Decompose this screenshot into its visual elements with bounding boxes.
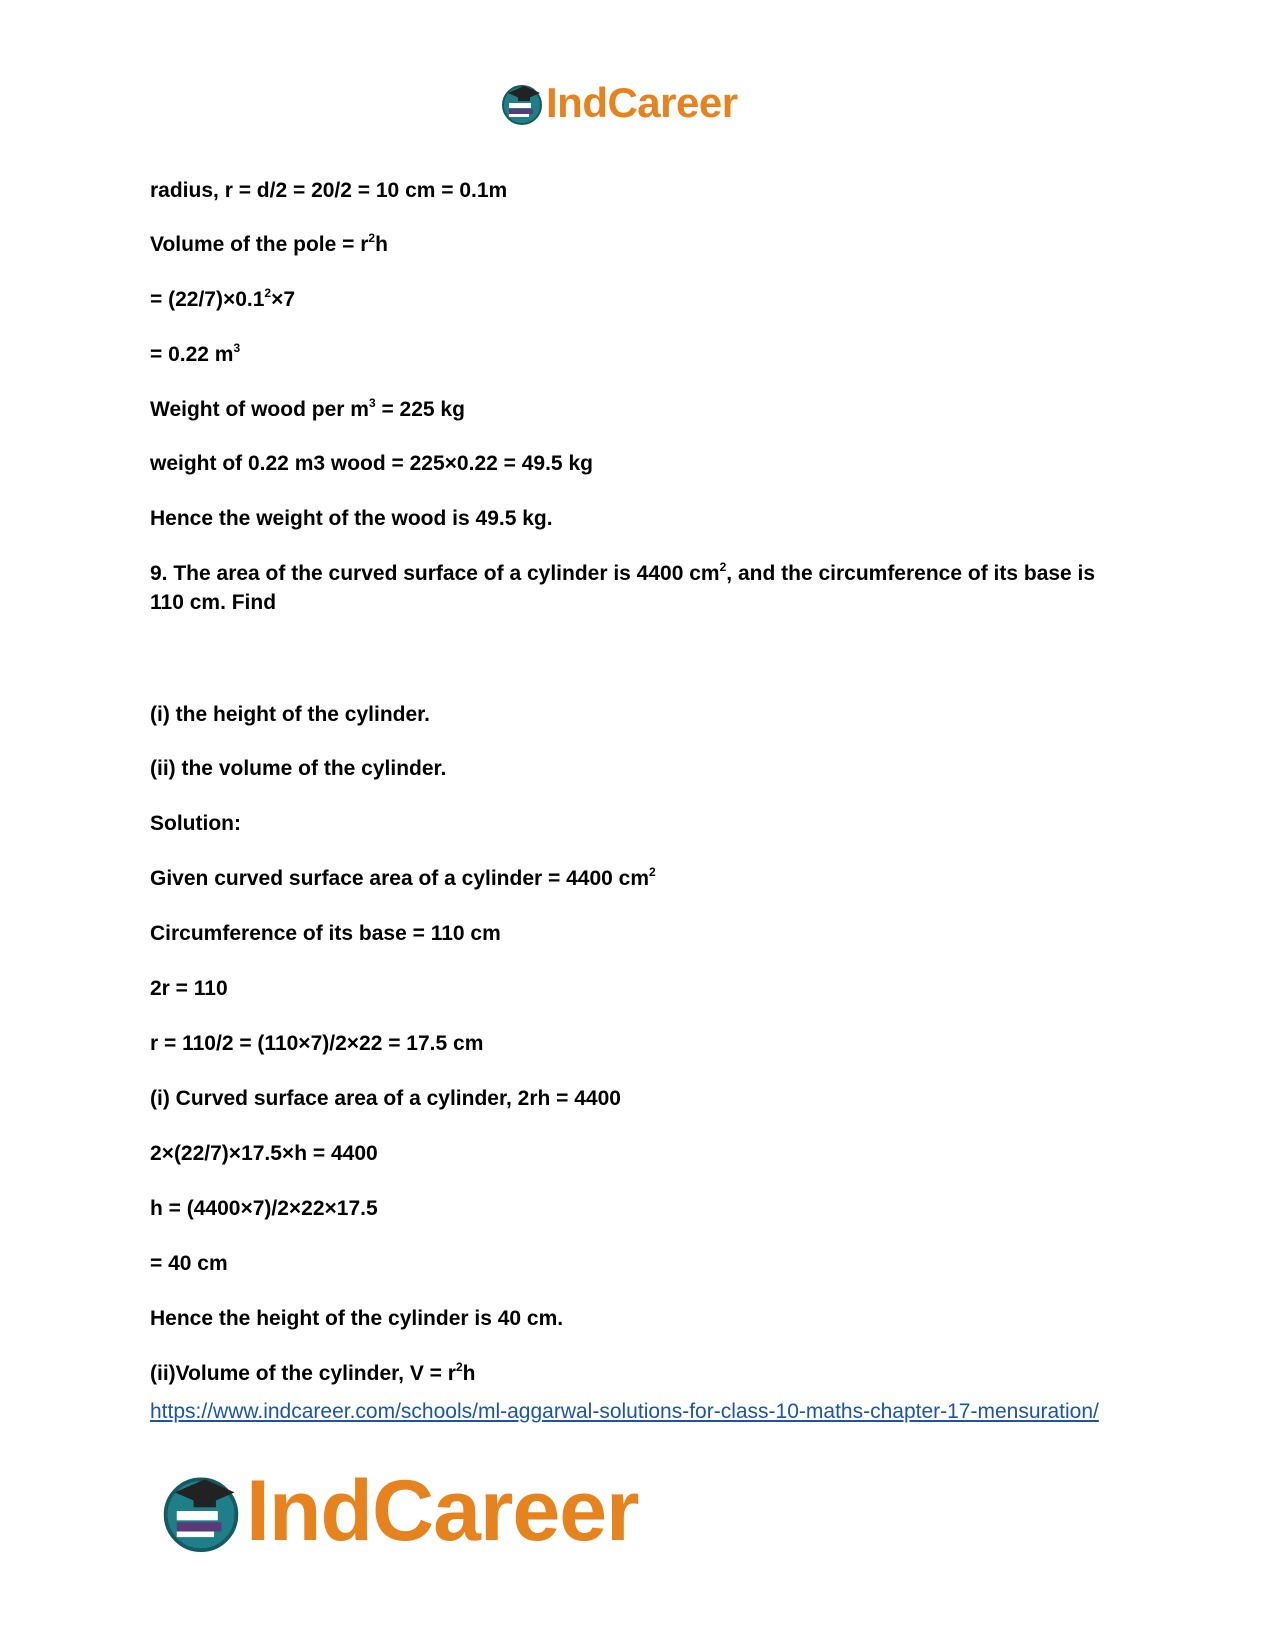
brand-name: IndCareer [546, 79, 738, 126]
text-line: radius, r = d/2 = 20/2 = 10 cm = 0.1m [150, 179, 508, 202]
question-heading: 9. The area of the curved surface of a cylinder is 4400 $cm^2$, and the circumference of its base is 110 cm. Find [150, 560, 1096, 614]
text-line: 2r = 110 [150, 977, 228, 1000]
text-line: weight of 0.22 m3 wood = 225×0.22 = 49.5 kg [150, 452, 593, 475]
indcareer-globe-icon [500, 81, 544, 125]
source-link[interactable]: https://www.indcareer.com/schools/ml-aggarwal-solutions-for-class-10-maths-chapter-17-mensuration/ [150, 1400, 1099, 1423]
text-line: Given curved surface area of a cylinder = 4400 $cm^2$ [150, 865, 656, 890]
text-line: 2×(22/7)×17.5×h = 4400 [150, 1142, 378, 1165]
text-line: h = (4400×7)/2×22×17.5 [150, 1197, 378, 1220]
text-line: = 0.22 $m^3$ [150, 341, 241, 366]
text-line: Hence the height of the cylinder is 40 cm. [150, 1307, 564, 1330]
text-line: = 40 cm [150, 1252, 228, 1275]
text-line: Volume of the pole = $r^2h$ [150, 231, 388, 256]
text-line: (i) the height of the cylinder. [150, 703, 431, 726]
indcareer-globe-icon [160, 1470, 242, 1552]
header-logo [500, 80, 738, 126]
text-line: = $(22/7)\times 0.1^2\times 7$ [150, 286, 296, 311]
text-line: r = 110/2 = (110×7)/2×22 = 17.5 cm [150, 1032, 484, 1055]
text-line: (ii)Volume of the cylinder, $V = r^2h$ [150, 1360, 476, 1385]
text-line: (i) Curved surface area of a cylinder, 2rh = 4400 [150, 1087, 621, 1110]
brand-name: IndCareer [246, 1462, 639, 1559]
text-line: Circumference of its base = 110 cm [150, 922, 501, 945]
footer-logo [160, 1462, 639, 1559]
text-line: (ii) the volume of the cylinder. [150, 757, 447, 780]
solution-label: Solution: [150, 812, 241, 835]
text-line: Hence the weight of the wood is 49.5 kg. [150, 507, 553, 530]
text-line: Weight of wood per $m^3 = 225$ kg [150, 396, 465, 421]
